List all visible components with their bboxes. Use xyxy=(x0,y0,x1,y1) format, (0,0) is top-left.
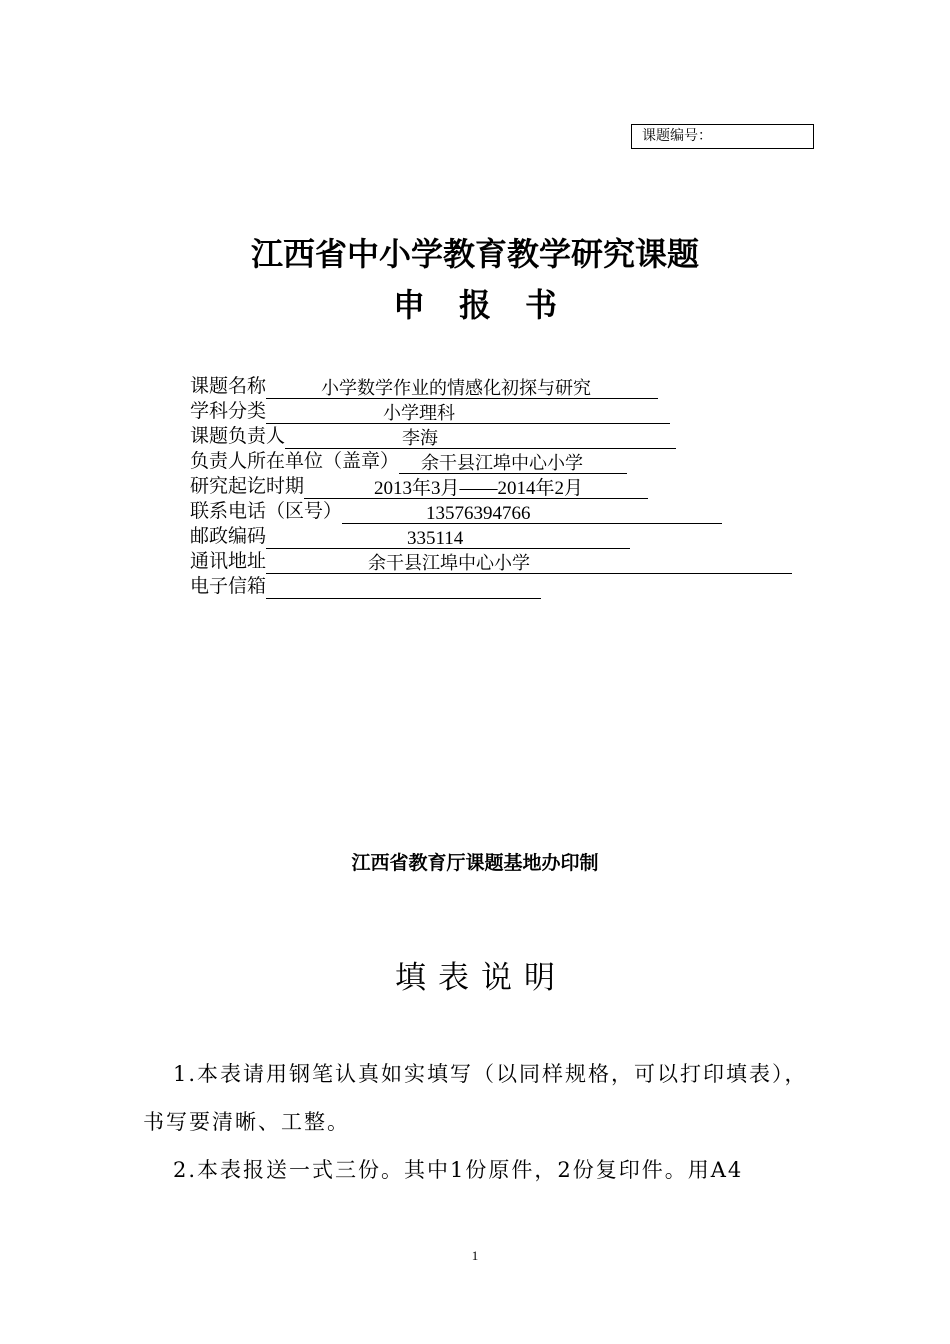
field-label: 负责人所在单位（盖章） xyxy=(190,450,400,472)
field-value-postcode: 335114 xyxy=(266,527,630,549)
document-subtitle: 申报书 xyxy=(392,286,591,324)
field-label: 邮政编码 xyxy=(190,525,267,547)
field-value-leader: 李海 xyxy=(285,427,676,449)
field-label: 联系电话（区号） xyxy=(190,500,343,522)
field-row-unit xyxy=(190,449,792,474)
field-value-unit: 余干县江埠中心小学 xyxy=(399,452,627,474)
field-label: 电子信箱 xyxy=(190,575,267,597)
document-title: 江西省中小学教育教学研究课题 xyxy=(250,235,699,273)
field-label: 课题名称 xyxy=(190,375,267,397)
field-label: 通讯地址 xyxy=(190,550,267,572)
field-row-project-name xyxy=(190,374,792,399)
field-row-postcode xyxy=(190,524,792,549)
field-value-project-name: 小学数学作业的情感化初探与研究 xyxy=(266,377,658,399)
field-value-subject: 小学理科 xyxy=(266,402,670,424)
instructions-title: 填表说明 xyxy=(395,960,567,996)
project-code-label: 课题编号： xyxy=(642,128,712,144)
field-value-period: 2013年3月——2014年2月 xyxy=(304,477,648,499)
field-value-email xyxy=(266,577,541,599)
field-row-phone xyxy=(190,499,792,524)
field-row-address xyxy=(190,549,792,574)
field-label: 课题负责人 xyxy=(190,425,286,447)
project-code-box xyxy=(631,124,814,149)
field-value-address: 余干县江埠中心小学 xyxy=(266,552,792,574)
field-row-subject xyxy=(190,399,792,424)
application-fields xyxy=(190,374,792,599)
field-row-period xyxy=(190,474,792,499)
field-label: 学科分类 xyxy=(190,400,267,422)
page-number: 1 xyxy=(471,1248,479,1263)
field-value-phone: 13576394766 xyxy=(342,502,722,524)
printer-credit: 江西省教育厅课题基地办印制 xyxy=(351,852,599,874)
field-label: 研究起讫时期 xyxy=(190,475,305,497)
field-row-email xyxy=(190,574,792,599)
instruction-item-2: 2.本表报送一式三份。其中1份原件，2份复印件。用A4 xyxy=(173,1158,744,1182)
instruction-item-1: 1.本表请用钢笔认真如实填写（以同样规格，可以打印填表），书写要清晰、工整。 xyxy=(143,1062,808,1134)
field-row-leader xyxy=(190,424,792,449)
